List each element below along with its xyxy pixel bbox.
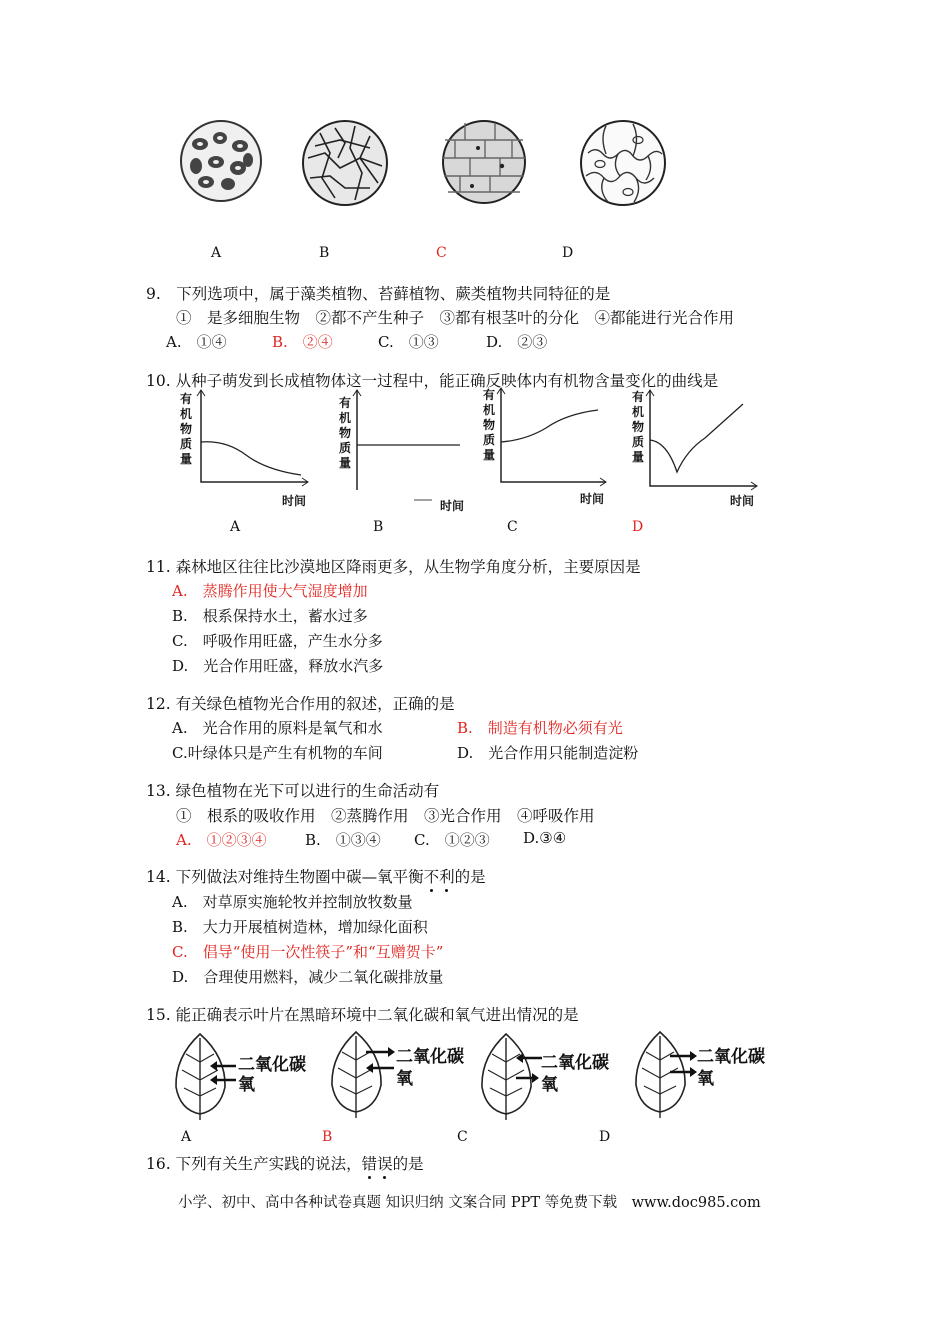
q16-emphasis-2: 误: [377, 1155, 393, 1173]
q9-option-a: A. ①④: [166, 333, 227, 351]
q14-emphasis-1: 不: [423, 868, 440, 886]
q15-label-b: B: [322, 1129, 333, 1145]
leaf-diagram-d: [630, 1030, 702, 1120]
q13-option-a: A. ①②③④: [176, 831, 267, 849]
q12-option-c: C.叶绿体只是产生有机物的车间: [172, 744, 383, 762]
leaf-c-o2-label: 氧: [541, 1075, 558, 1095]
q12-stem: 12. 有关绿色植物光合作用的叙述，正确的是: [146, 695, 455, 713]
q8-label-a: A: [211, 245, 222, 261]
graph-b-xlabel: 时间: [440, 499, 465, 513]
q12-option-a: A. 光合作用的原料是氧气和水: [172, 719, 383, 737]
leaf-d-co2-label: 二氧化碳: [697, 1047, 765, 1067]
q9-option-d: D. ②③: [486, 333, 548, 351]
q13-option-c: C. ①②③: [414, 831, 490, 849]
leaf-d-o2-label: 氧: [697, 1069, 714, 1089]
q11-option-d: D. 光合作用旺盛，释放水汽多: [172, 657, 384, 675]
q11-option-a: A. 蒸腾作用使大气湿度增加: [172, 582, 368, 600]
micrograph-c: [440, 118, 528, 206]
q16-stem: 16. 下列有关生产实践的说法，错误的是: [146, 1155, 424, 1173]
micrograph-a: [178, 118, 264, 204]
leaf-c-co2-label: 二氧化碳: [541, 1053, 609, 1073]
graph-d: [645, 390, 763, 490]
q9-option-c: C. ①③: [378, 333, 439, 351]
q13-option-b: B. ①③④: [305, 831, 381, 849]
q8-label-b: B: [319, 245, 330, 261]
q9-stem: 9. 下列选项中，属于藻类植物、苔藓植物、蕨类植物共同特征的是: [146, 285, 611, 303]
q8-label-d: D: [562, 245, 574, 261]
graph-a: [196, 390, 314, 490]
graph-d-ylabel: 有 机 物 质 量: [632, 390, 645, 464]
graph-b: [352, 390, 470, 500]
q9-items: ① 是多细胞生物 ②都不产生种子 ③都有根茎叶的分化 ④都能进行光合作用: [176, 309, 735, 327]
leaf-diagram-b: [326, 1030, 396, 1120]
q11-option-b: B. 根系保持水土，蓄水过多: [172, 607, 368, 625]
leaf-a-o2-label: 氧: [238, 1075, 255, 1095]
q10-stem: 10. 从种子萌发到长成植物体这一过程中，能正确反映体内有机物含量变化的曲线是: [146, 372, 719, 390]
q14-option-d: D. 合理使用燃料，减少二氧化碳排放量: [172, 968, 444, 986]
leaf-diagram-c: [476, 1032, 546, 1122]
graph-a-ylabel: 有 机 物 质 量: [180, 392, 193, 466]
leaf-b-o2-label: 氧: [396, 1069, 413, 1089]
q10-label-d: D: [632, 519, 644, 535]
graph-a-xlabel: 时间: [282, 494, 307, 508]
q12-option-d: D. 光合作用只能制造淀粉: [457, 744, 639, 762]
graph-b-ylabel: 有 机 物 质 量: [339, 396, 352, 470]
q14-option-a: A. 对草原实施轮牧并控制放牧数量: [172, 893, 413, 911]
micrograph-d: [578, 118, 668, 208]
q14-stem: 14. 下列做法对维持生物圈中碳—氧平衡不利的是: [146, 868, 486, 886]
micrograph-b: [300, 118, 390, 208]
leaf-b-co2-label: 二氧化碳: [396, 1047, 464, 1067]
q14-emphasis-2: 利: [439, 868, 455, 886]
q11-stem: 11. 森林地区往往比沙漠地区降雨更多，从生物学角度分析，主要原因是: [146, 558, 641, 576]
page-footer: 小学、初中、高中各种试卷真题 知识归纳 文案合同 PPT 等免费下载 www.doc985.com: [178, 1195, 761, 1211]
q10-label-b: B: [373, 519, 384, 535]
q9-option-b: B. ②④: [272, 333, 333, 351]
q15-label-d: D: [599, 1129, 611, 1145]
q13-items: ① 根系的吸收作用 ②蒸腾作用 ③光合作用 ④呼吸作用: [176, 807, 595, 825]
q12-option-b: B. 制造有机物必须有光: [457, 719, 623, 737]
q15-label-c: C: [457, 1129, 468, 1145]
q11-option-c: C. 呼吸作用旺盛，产生水分多: [172, 632, 383, 650]
q13-stem: 13. 绿色植物在光下可以进行的生命活动有: [146, 782, 440, 800]
q15-label-a: A: [181, 1129, 192, 1145]
leaf-diagram-a: [170, 1032, 240, 1122]
q8-label-c: C: [436, 245, 447, 261]
q16-emphasis-1: 错: [361, 1155, 378, 1173]
q10-label-a: A: [230, 519, 241, 535]
graph-c-xlabel: 时间: [580, 492, 605, 506]
q14-option-b: B. 大力开展植树造林，增加绿化面积: [172, 918, 428, 936]
leaf-a-co2-label: 二氧化碳: [238, 1055, 306, 1075]
q13-option-d: D.③④: [523, 829, 567, 847]
q14-option-c: C. 倡导“使用一次性筷子”和“互赠贺卡”: [172, 943, 444, 961]
graph-c-ylabel: 有 机 物 质 量: [483, 388, 496, 462]
graph-c: [496, 388, 612, 488]
graph-d-xlabel: 时间: [730, 494, 755, 508]
q15-stem: 15. 能正确表示叶片在黑暗环境中二氧化碳和氧气进出情况的是: [146, 1006, 579, 1024]
q10-label-c: C: [507, 519, 518, 535]
